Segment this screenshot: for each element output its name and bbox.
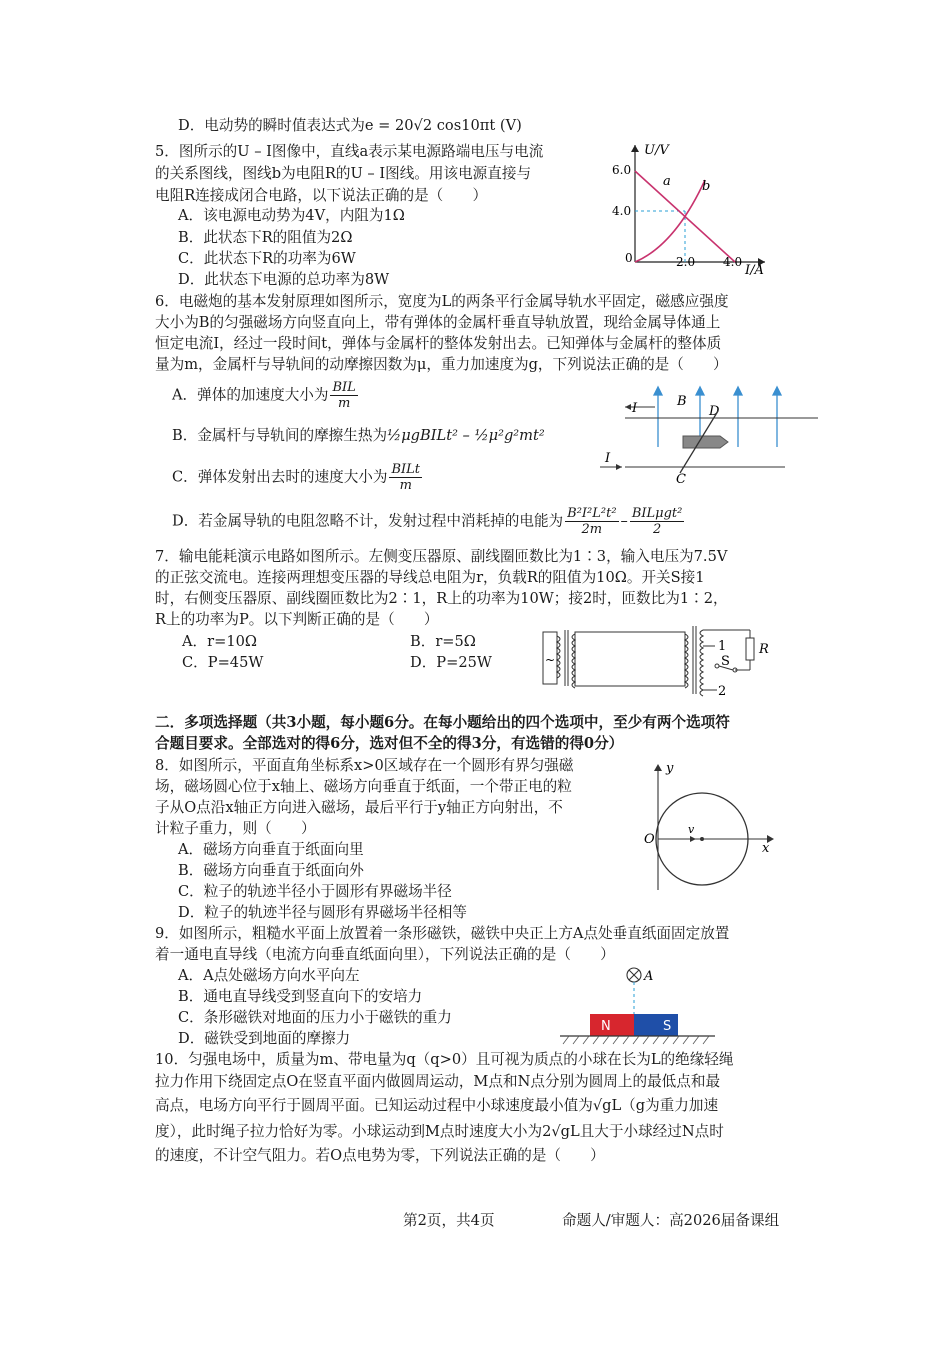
switch-s-label: S <box>721 654 730 669</box>
x-axis-label: I/A <box>745 263 764 275</box>
q9-stem-2: 着一通电直导线（电流方向垂直纸面向里），下列说法正确的是（ ） <box>155 946 615 963</box>
b-label: B <box>677 394 687 409</box>
q8-stem-3: 子从O点沿x轴正方向进入磁场，最后平行于y轴正方向射出，不 <box>155 799 563 816</box>
q9-option-a: A．A点处磁场方向水平向左 <box>178 967 360 984</box>
origin-o-label: O <box>644 832 655 847</box>
q7-option-b: B．r=5Ω <box>410 633 476 650</box>
q10-stem-5: 的速度，不计空气阻力。若O点电势为零，下列说法正确的是（ ） <box>155 1147 605 1164</box>
q5-stem-2: 的关系图线，图线b为电阻R的U – I图线。用该电源直接与 <box>155 165 532 182</box>
magnet-south <box>634 1014 678 1036</box>
x-label: x <box>762 841 770 856</box>
q4-option-d: D．电动势的瞬时值表达式为e = 20√2 cos10πt (V) <box>178 117 522 134</box>
q8-magnetic-field-figure <box>640 760 780 895</box>
resistor-r <box>746 638 754 660</box>
c-label: C <box>676 472 686 487</box>
page-number: 第2页，共4页 <box>403 1212 495 1229</box>
q5-stem-3: 电阻R连接成闭合电路，以下说法正确的是（ ） <box>155 187 488 204</box>
q5-option-c: C．此状态下R的功率为6W <box>178 250 356 267</box>
q9-option-d: D．磁铁受到地面的摩擦力 <box>178 1030 351 1047</box>
y-tick-4: 4.0 <box>612 204 632 218</box>
terminal-1-label: 1 <box>718 639 727 654</box>
q7-option-a: A．r=10Ω <box>182 633 258 650</box>
projectile <box>683 436 728 448</box>
ac-source-label: ~ <box>545 653 556 667</box>
q6-option-a: A．弹体的加速度大小为 $\frac{\text{BIL}}{m}$ <box>172 380 356 411</box>
section2-heading-1: 二．多项选择题（共3小题，每小题6分。在每小题给出的四个选项中，至少有两个选项符 <box>155 714 730 731</box>
curve-b <box>635 180 705 262</box>
current-top-label: I <box>632 401 638 416</box>
y-axis-label: U/V <box>644 143 669 158</box>
q8-stem-4: 计粒子重力，则（ ） <box>155 820 316 837</box>
q6-stem-4: 量为m，金属杆与导轨间的动摩擦因数为μ，重力加速度为g，下列说法正确的是（ ） <box>155 356 728 373</box>
q10-stem-4: 度），此时绳子拉力恰好为零。小球运动到M点时速度大小为2√gL且大于小球经过N点时 <box>155 1123 724 1140</box>
q6-option-c: C．弹体发射出去时的速度大小为 $\frac{\text{BILt}}{m}$ <box>172 462 421 493</box>
y-label: y <box>666 761 674 776</box>
section2-heading-2: 合题目要求。全部选对的得6分，选对但不全的得3分，有选错的得0分） <box>155 735 624 752</box>
q5-stem-1: 5．图所示的U – I图像中，直线a表示某电源路端电压与电流 <box>155 143 544 160</box>
field-center <box>700 837 704 841</box>
current-bottom-label: I <box>605 451 611 466</box>
q10-stem-1: 10．匀强电场中，质量为m、带电量为q（q>0）且可视为质点的小球在长为L的绝缘轻绳 <box>155 1051 734 1068</box>
q6-option-d: D．若金属导轨的电阻忽略不计，发射过程中消耗掉的电能为 $\frac{\text{B²I²L²t²}}{2m}$ – $\frac{\text{BILμgt²}}{2}$ <box>172 506 683 537</box>
q6-option-b: B．金属杆与导轨间的摩擦生热为½μgBILt² – ½μ²g²mt² <box>172 427 545 444</box>
south-label: S <box>663 1019 672 1034</box>
q8-stem-1: 8．如图所示，平面直角坐标系x>0区域存在一个圆形有界匀强磁 <box>155 757 574 774</box>
origin-label: 0 <box>625 251 633 265</box>
magnet-north <box>590 1014 634 1036</box>
label-a: a <box>663 174 671 189</box>
q9-option-c: C．条形磁铁对地面的压力小于磁铁的重力 <box>178 1009 452 1026</box>
label-b: b <box>702 179 711 194</box>
q6-stem-2: 大小为B的匀强磁场方向竖直向上，带有弹体的金属杆垂直导轨放置，现给金属导体通上 <box>155 314 721 331</box>
q5-option-d: D．此状态下电源的总功率为8W <box>178 271 390 288</box>
x-tick-2: 2.0 <box>676 255 696 269</box>
q5-option-b: B．此状态下R的阻值为2Ω <box>178 229 353 246</box>
q7-stem-4: R上的功率为P。以下判断正确的是（ ） <box>155 611 439 628</box>
author-credit: 命题人/审题人：高2026届备课组 <box>562 1212 780 1229</box>
q8-option-c: C．粒子的轨迹半径小于圆形有界磁场半径 <box>178 883 452 900</box>
q7-circuit-figure <box>535 622 780 702</box>
north-label: N <box>601 1019 611 1034</box>
q6-railgun-figure <box>600 385 820 495</box>
y-tick-6: 6.0 <box>612 163 632 177</box>
q10-stem-2: 拉力作用下绕固定点O在竖直平面内做圆周运动，M点和N点分别为圆周上的最低点和最 <box>155 1073 721 1090</box>
q7-option-c: C．P=45W <box>182 654 264 671</box>
q7-stem-3: 时，右侧变压器原、副线圈匝数比为2∶1，R上的功率为10W；接2时，匝数比为1∶2， <box>155 590 728 607</box>
q9-magnet-figure <box>555 964 725 1046</box>
q8-option-b: B．磁场方向垂直于纸面向外 <box>178 862 364 879</box>
q9-stem-1: 9．如图所示，粗糙水平面上放置着一条形磁铁，磁铁中央正上方A点处垂直纸面固定放置 <box>155 925 730 942</box>
velocity-label: v <box>688 823 695 836</box>
q6-stem-1: 6．电磁炮的基本发射原理如图所示，宽度为L的两条平行金属导轨水平固定，磁感应强度 <box>155 293 729 310</box>
q8-option-d: D．粒子的轨迹半径与圆形有界磁场半径相等 <box>178 904 467 921</box>
q8-option-a: A．磁场方向垂直于纸面向里 <box>178 841 364 858</box>
q10-stem-3: 高点，电场方向平行于圆周平面。已知运动过程中小球速度最小值为√gL（g为重力加速 <box>155 1097 719 1114</box>
resistor-r-label: R <box>759 642 769 657</box>
terminal-2-label: 2 <box>718 684 727 699</box>
x-tick-4: 4.0 <box>723 255 743 269</box>
q9-option-b: B．通电直导线受到竖直向下的安培力 <box>178 988 423 1005</box>
q7-stem-1: 7．输电能耗演示电路如图所示。左侧变压器原、副线圈匝数比为1∶3，输入电压为7.5V <box>155 548 728 565</box>
q5-option-a: A．该电源电动势为4V，内阻为1Ω <box>178 207 405 224</box>
q5-ui-graph <box>600 140 790 275</box>
q6-stem-3: 恒定电流I，经过一段时间t，弹体与金属杆的整体发射出去。已知弹体与金属杆的整体质 <box>155 335 722 352</box>
q7-stem-2: 的正弦交流电。连接两理想变压器的导线总电阻为r，负载R的阻值为10Ω。开关S接1 <box>155 569 705 586</box>
d-label: D <box>709 404 720 419</box>
point-a-label: A <box>644 969 654 984</box>
q8-stem-2: 场，磁场圆心位于x轴上、磁场方向垂直于纸面，一个带正电的粒 <box>155 778 572 795</box>
q7-option-d: D．P=25W <box>410 654 492 671</box>
